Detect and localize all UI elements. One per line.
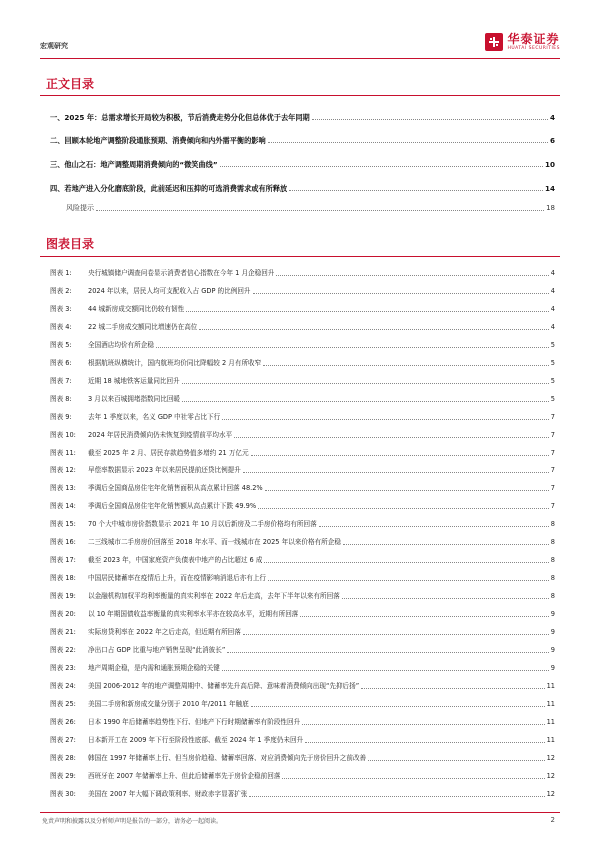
figure-item[interactable]: [50, 787, 555, 799]
footer-disclaimer: 免责声明和披露以及分析师声明是报告的一部分，请务必一起阅读。: [42, 818, 223, 825]
figure-page: 12: [546, 772, 555, 780]
figure-item[interactable]: [50, 733, 555, 745]
figure-leader-dots: [302, 724, 544, 725]
figure-page: 7: [550, 466, 555, 474]
toc-leader-dots: [268, 142, 548, 143]
figure-label: 图表 18:: [50, 574, 76, 582]
toc-leader-dots: [220, 166, 543, 167]
toc-item-page: 4: [549, 113, 555, 122]
figure-item[interactable]: [50, 535, 555, 547]
figure-label: 图表 19:: [50, 592, 76, 600]
figure-item[interactable]: [50, 374, 555, 386]
figure-title: 早偿率数据显示 2023 年以来居民提前还贷比例提升: [88, 466, 241, 474]
figure-title: 全国酒店均价有所企稳: [88, 341, 154, 349]
brand-logo: [485, 32, 560, 52]
figure-page: 9: [550, 628, 555, 636]
figure-leader-dots: [249, 796, 544, 797]
figure-leader-dots: [300, 616, 548, 617]
figure-title: 以 10 年期国债收益率衡量的真实利率水平亦在较高水平，近期有所回落: [88, 610, 299, 618]
figure-leader-dots: [258, 508, 549, 509]
figure-title: 美国二手房和新房成交量分别于 2010 年/2011 年触底: [88, 700, 249, 708]
figure-page: 8: [550, 538, 555, 546]
figure-item[interactable]: [50, 499, 555, 511]
page-header: [40, 28, 560, 59]
figure-label: 图表 29:: [50, 772, 76, 780]
figure-item[interactable]: [50, 715, 555, 727]
toc-leader-dots: [312, 119, 548, 120]
figure-leader-dots: [342, 598, 549, 599]
figure-item[interactable]: [50, 410, 555, 422]
figure-page: 5: [550, 395, 555, 403]
figure-leader-dots: [305, 742, 544, 743]
figure-page: 8: [550, 556, 555, 564]
figure-leader-dots: [265, 490, 549, 491]
figure-label: 图表 13:: [50, 484, 76, 492]
figure-label: 图表 22:: [50, 646, 76, 654]
figure-title: 近期 18 城地铁客运量同比回升: [88, 377, 180, 385]
figure-page: 7: [550, 449, 555, 457]
figure-page: 8: [550, 574, 555, 582]
figure-leader-dots: [343, 544, 549, 545]
figure-page: 5: [550, 359, 555, 367]
figure-label: 图表 1:: [50, 269, 72, 277]
toc-item[interactable]: [50, 110, 555, 122]
figure-title: 美国在 2007 年大幅下调政策利率、财政赤字显著扩张: [88, 790, 248, 798]
figure-title: 美国 2006-2012 年的地产调整周期中、储蓄率先升高后降、意味着消费倾向出现“先抑后扬”: [88, 682, 360, 690]
toc-item[interactable]: [50, 133, 555, 145]
huatai-logo-icon: [485, 33, 503, 51]
figure-label: 图表 26:: [50, 718, 76, 726]
figure-page: 11: [546, 682, 555, 690]
section-tag: 宏观研究: [40, 42, 68, 50]
figure-label: 图表 24:: [50, 682, 76, 690]
figure-title: 截至 2023 年，中国家庭资产负债表中地产的占比超过 6 成: [88, 556, 263, 564]
figure-item[interactable]: [50, 356, 555, 368]
figure-page: 5: [550, 341, 555, 349]
figure-leader-dots: [263, 365, 549, 366]
figure-label: 图表 2:: [50, 287, 72, 295]
figure-item[interactable]: [50, 697, 555, 709]
figure-item[interactable]: [50, 571, 555, 583]
figure-title: 70 个大中城市房价指数显示 2021 年 10 月以后新房及二手房价格均有所回落: [88, 520, 317, 528]
figure-title: 二三线城市二手房房价回落至 2018 年水平、而一线城市在 2025 年以来价格有所企稳: [88, 538, 341, 546]
figure-label: 图表 10:: [50, 431, 76, 439]
figure-leader-dots: [182, 401, 549, 402]
page-number: 2: [550, 816, 555, 824]
figure-title: 44 城新房成交额同比仍较有韧性: [88, 305, 185, 313]
figure-leader-dots: [251, 706, 545, 707]
figure-leader-dots: [222, 670, 549, 671]
figure-page: 4: [550, 305, 555, 313]
figure-item[interactable]: [50, 428, 555, 440]
figure-label: 图表 16:: [50, 538, 76, 546]
figure-page: 7: [550, 413, 555, 421]
figure-page: 4: [550, 287, 555, 295]
figure-item[interactable]: [50, 320, 555, 332]
figure-label: 图表 4:: [50, 323, 72, 331]
figure-title: 日本新开工在 2009 年下行至阶段性底部、截至 2024 年 1 季度仍未回升: [88, 736, 304, 744]
figure-label: 图表 7:: [50, 377, 72, 385]
figure-item[interactable]: [50, 338, 555, 350]
figure-item[interactable]: [50, 625, 555, 637]
figure-leader-dots: [222, 419, 549, 420]
toc-item[interactable]: [50, 181, 555, 193]
figure-title: 季调后全国商品房住宅年化销售面积从高点累计回落 48.2%: [88, 484, 263, 492]
toc-item-page: 6: [549, 136, 555, 145]
brand-name-cn: 华泰证券: [507, 32, 560, 46]
figure-page: 4: [550, 269, 555, 277]
figure-label: 图表 15:: [50, 520, 76, 528]
figure-label: 图表 28:: [50, 754, 76, 762]
figure-title: 根据航班纵横统计，国内航班均价同比降幅较 2 月有所收窄: [88, 359, 262, 367]
figure-item[interactable]: [50, 266, 555, 278]
figure-leader-dots: [186, 311, 549, 312]
figure-item[interactable]: [50, 446, 555, 458]
figure-title: 日本 1990 年后储蓄率趋势性下行、但地产下行时期储蓄率有阶段性回升: [88, 718, 301, 726]
figure-item[interactable]: [50, 392, 555, 404]
figure-label: 图表 27:: [50, 736, 76, 744]
figure-title: 截至 2025 年 2 月、居民存款趋势值多增约 21 万亿元: [88, 449, 249, 457]
toc-item-page: 14: [544, 184, 555, 193]
figure-label: 图表 12:: [50, 466, 76, 474]
figure-page: 7: [550, 484, 555, 492]
figure-leader-dots: [243, 472, 549, 473]
figure-page: 5: [550, 377, 555, 385]
figure-page: 8: [550, 592, 555, 600]
figure-item[interactable]: [50, 284, 555, 296]
figure-page: 11: [546, 736, 555, 744]
figure-title: 实际房贷利率在 2022 年之后走高，但近期有所回落: [88, 628, 241, 636]
figure-leader-dots: [361, 688, 544, 689]
toc-item-text: 三、他山之石：地产调整周期消费倾向的“微笑曲线”: [50, 160, 218, 169]
figure-label: 图表 25:: [50, 700, 76, 708]
figure-item[interactable]: [50, 553, 555, 565]
figure-title: 3 月以来百城拥堵指数同比回暖: [88, 395, 181, 403]
figure-label: 图表 11:: [50, 449, 76, 457]
figure-leader-dots: [199, 329, 548, 330]
figure-leader-dots: [243, 634, 549, 635]
figure-item[interactable]: [50, 607, 555, 619]
figure-title: 韩国在 1997 年储蓄率上行、但当房价趋稳、储蓄率回落、对应消费倾向先于房价回升之前改善: [88, 754, 367, 762]
figure-title: 中国居民储蓄率在疫情后上升，而在疫情影响消退后亦有上行: [88, 574, 267, 582]
figure-title: 地产周期企稳，是内需和通胀预期企稳的关键: [88, 664, 220, 672]
figure-page: 11: [546, 700, 555, 708]
figure-item[interactable]: [50, 679, 555, 691]
figure-item[interactable]: [50, 751, 555, 763]
figure-title: 季调后全国商品房住宅年化销售额从高点累计下跌 49.9%: [88, 502, 257, 510]
figure-title: 2024 年以来，居民人均可支配收入占 GDP 的比例回升: [88, 287, 251, 295]
figure-page: 11: [546, 718, 555, 726]
toc-item[interactable]: [66, 201, 555, 213]
toc-heading: 正文目录: [46, 77, 95, 91]
figure-label: 图表 17:: [50, 556, 76, 564]
figure-label: 图表 3:: [50, 305, 72, 313]
figure-page: 9: [550, 610, 555, 618]
figure-title: 央行城镇储户调查问卷显示消费者信心指数在今年 1 月企稳回升: [88, 269, 275, 277]
figure-leader-dots: [156, 347, 549, 348]
figure-leader-dots: [251, 455, 549, 456]
figure-page: 8: [550, 520, 555, 528]
figure-label: 图表 20:: [50, 610, 76, 618]
figure-item[interactable]: [50, 769, 555, 781]
figure-item[interactable]: [50, 517, 555, 529]
brand-name-en: HUATAI SECURITIES: [507, 46, 560, 51]
figure-page: 7: [550, 502, 555, 510]
figure-leader-dots: [276, 275, 548, 276]
figure-page: 12: [546, 790, 555, 798]
figure-leader-dots: [319, 526, 549, 527]
figure-label: 图表 23:: [50, 664, 76, 672]
toc-heading-rule: [40, 95, 560, 96]
figure-title: 净出口占 GDP 比重与地产销售呈现“此消彼长”: [88, 646, 226, 654]
toc-item-text: 四、若地产进入分化磨底阶段，此前延迟和压抑的可选消费需求或有所释放: [50, 184, 288, 193]
figure-item[interactable]: [50, 302, 555, 314]
figure-leader-dots: [368, 760, 544, 761]
figure-label: 图表 8:: [50, 395, 72, 403]
figure-item[interactable]: [50, 661, 555, 673]
figure-item[interactable]: [50, 643, 555, 655]
figures-heading: 图表目录: [46, 237, 95, 251]
figure-title: 西班牙在 2007 年储蓄率上升、但此后储蓄率先于房价企稳前回落: [88, 772, 281, 780]
figure-title: 22 城二手房成交额同比增速仍在高位: [88, 323, 198, 331]
toc-item-text: 风险提示: [66, 204, 94, 212]
figure-label: 图表 6:: [50, 359, 72, 367]
figure-title: 以金融机构加权平均利率衡量的真实利率在 2022 年后走高，去年下半年以来有所回落: [88, 592, 340, 600]
figure-label: 图表 5:: [50, 341, 72, 349]
figure-leader-dots: [253, 293, 549, 294]
toc-item-text: 二、回顾本轮地产调整阶段通胀预期、消费倾向和内外需平衡的影响: [50, 136, 266, 145]
figure-page: 4: [550, 323, 555, 331]
footer-rule: [40, 812, 560, 813]
figure-leader-dots: [234, 437, 549, 438]
figure-label: 图表 21:: [50, 628, 76, 636]
figure-page: 7: [550, 431, 555, 439]
toc-leader-dots: [289, 190, 543, 191]
figures-heading-rule: [40, 256, 560, 257]
figure-label: 图表 30:: [50, 790, 76, 798]
toc-item-page: 10: [544, 160, 555, 169]
figure-label: 图表 9:: [50, 413, 72, 421]
toc-item-text: 一、2025 年：总需求增长开局较为积极，节后消费走势分化但总体优于去年同期: [50, 113, 310, 122]
toc-item[interactable]: [50, 157, 555, 169]
figure-leader-dots: [282, 778, 544, 779]
figure-leader-dots: [182, 383, 549, 384]
toc-leader-dots: [96, 210, 544, 211]
figure-title: 去年 1 季度以来，名义 GDP 中社零占比下行: [88, 413, 221, 421]
figure-page: 12: [546, 754, 555, 762]
figure-item[interactable]: [50, 589, 555, 601]
figure-label: 图表 14:: [50, 502, 76, 510]
figure-item[interactable]: [50, 481, 555, 493]
figure-item[interactable]: [50, 463, 555, 475]
figure-leader-dots: [227, 652, 549, 653]
figure-page: 9: [550, 664, 555, 672]
figure-leader-dots: [268, 580, 549, 581]
figure-title: 2024 年居民消费倾向仍未恢复到疫情前平均水平: [88, 431, 233, 439]
toc-item-page: 18: [546, 204, 555, 212]
figure-page: 9: [550, 646, 555, 654]
figure-leader-dots: [264, 562, 548, 563]
